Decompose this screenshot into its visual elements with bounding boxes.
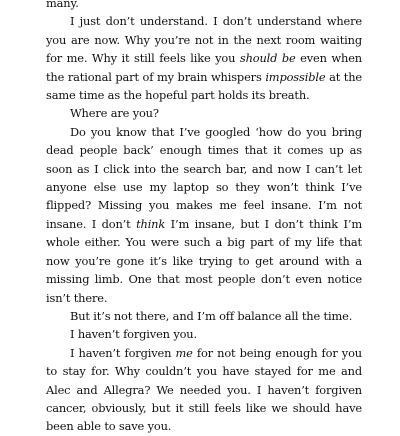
emphasis-text: me	[175, 345, 193, 360]
text-run: But it’s not there, and I’m off balance all the time.	[70, 308, 353, 323]
emphasis-text: impossible	[265, 69, 326, 84]
text-run: I haven’t forgiven	[70, 345, 176, 360]
text-run: I haven’t forgiven you.	[70, 327, 197, 342]
text-run: Do you know that I’ve googled ‘how do you bring dead people back’ enough times that it comes up as soon as I click into the search bar, and now I can’t let anyone else use my laptop so they won’t think I’ve flipped? Missing you makes me feel insane. I’m not insane. I don’t	[46, 124, 362, 231]
text-run: even when the rational part of my brain whispers	[46, 51, 362, 84]
paragraph	[46, 307, 362, 325]
paragraph	[46, 344, 362, 436]
paragraph	[46, 325, 362, 343]
paragraph	[46, 0, 362, 12]
text-run: for not being enough for you to stay for. Why couldn’t you have stayed for me and Alec and Allegra? We needed you. I haven’t forgiven cancer, obviously, but it still feels like we should have been able to save you.	[46, 345, 362, 434]
emphasis-text: think	[136, 216, 166, 231]
paragraph	[46, 12, 362, 104]
text-run: I just don’t understand. I don’t understand where you are now. Why you’re not in the next room waiting for me. Why it still feels like you	[46, 14, 362, 66]
text-run: at the same time as the hopeful part holds its breath.	[46, 69, 362, 103]
text-run: Where are you?	[70, 106, 159, 121]
text-run: I’m insane, but I don’t think I’m whole either. You were such a big part of my life that now you’re gone it’s like trying to get around with a missing limb. One that most people don’t even notice isn’t there.	[46, 216, 362, 305]
body-text	[46, 0, 362, 436]
paragraph	[46, 123, 362, 307]
text-run: many.	[46, 0, 79, 10]
emphasis-text: should be	[239, 51, 296, 66]
paragraph	[46, 104, 362, 122]
